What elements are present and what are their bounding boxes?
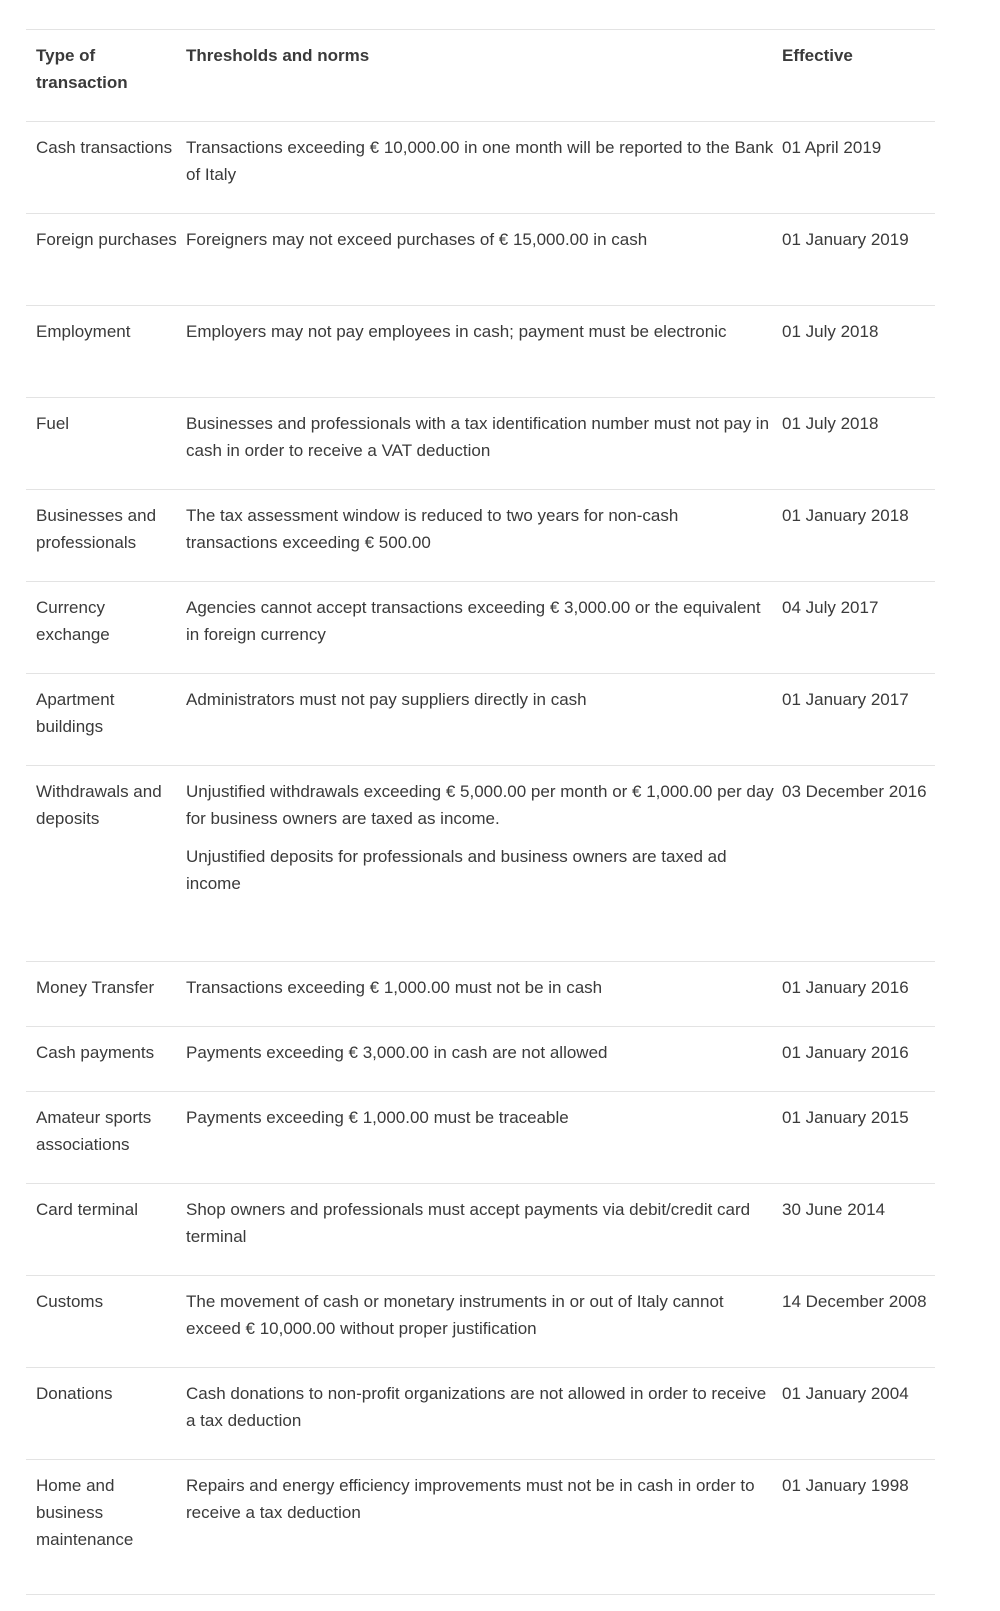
cell-thresholds-norms [186,122,782,213]
cell-thresholds-norms [186,962,782,1026]
header-effective: Effective [782,46,853,65]
cell-transaction-type: Foreign purchases [36,230,177,249]
table-row [26,962,935,1027]
cell-transaction-type: Customs [36,1292,104,1311]
cell-transaction-type: Cash transactions [36,138,173,157]
cell-effective-date: 01 January 2018 [782,506,909,525]
table-row [26,1368,935,1460]
regulations-table [26,29,935,1595]
norm-text: Transactions exceeding € 1,000.00 must not be in cash [186,978,603,997]
norm-text: Unjustified deposits for professionals and business owners are taxed ad income [186,847,727,893]
cell-thresholds-norms [186,1460,782,1594]
table-row [26,1092,935,1184]
norm-text: Repairs and energy efficiency improvements must not be in cash in order to receive a tax deduction [186,1476,755,1522]
cell-effective-date: 01 January 2019 [782,230,909,249]
norm-text: Payments exceeding € 1,000.00 must be traceable [186,1108,569,1127]
cell-transaction-type: Cash payments [36,1043,155,1062]
cell-thresholds-norms [186,1092,782,1183]
cell-thresholds-norms [186,582,782,673]
table-row [26,766,935,962]
table-row [26,1460,935,1595]
norm-text: Foreigners may not exceed purchases of € 15,000.00 in cash [186,230,648,249]
norm-text: The tax assessment window is reduced to two years for non-cash transactions exceeding € 500.00 [186,506,679,552]
norm-text: Payments exceeding € 3,000.00 in cash are not allowed [186,1043,608,1062]
cell-thresholds-norms [186,1027,782,1091]
cell-transaction-type: Businesses and professionals [36,506,157,552]
cell-transaction-type: Amateur sports associations [36,1108,152,1154]
table-row [26,674,935,766]
norm-text: Shop owners and professionals must accept payments via debit/credit card terminal [186,1200,751,1246]
norm-text: The movement of cash or monetary instruments in or out of Italy cannot exceed € 10,000.00 without proper justification [186,1292,724,1338]
table-row [26,214,935,306]
cell-effective-date: 01 January 2004 [782,1384,909,1403]
table-row [26,490,935,582]
norm-text: Businesses and professionals with a tax identification number must not pay in cash in order to receive a VAT deduction [186,414,770,460]
header-type: Type of transaction [36,46,128,92]
cell-transaction-type: Card terminal [36,1200,139,1219]
cell-effective-date: 01 July 2018 [782,322,879,341]
cell-thresholds-norms [186,1184,782,1275]
table-header-row [26,30,935,122]
cell-thresholds-norms [186,1276,782,1367]
cell-effective-date: 01 January 2017 [782,690,909,709]
table-row [26,1276,935,1368]
norm-text: Unjustified withdrawals exceeding € 5,000.00 per month or € 1,000.00 per day for business owners are taxed as income. [186,782,774,828]
norm-text: Transactions exceeding € 10,000.00 in one month will be reported to the Bank of Italy [186,138,774,184]
norm-text: Administrators must not pay suppliers directly in cash [186,690,587,709]
cell-effective-date: 30 June 2014 [782,1200,886,1219]
table-row [26,398,935,490]
cell-thresholds-norms [186,490,782,581]
table-body [26,122,935,1595]
cell-transaction-type: Currency exchange [36,598,110,644]
table-row [26,1027,935,1092]
cell-effective-date: 04 July 2017 [782,598,879,617]
cell-effective-date: 14 December 2008 [782,1292,927,1311]
cell-thresholds-norms [186,214,782,305]
cell-transaction-type: Fuel [36,414,70,433]
norm-text: Employers may not pay employees in cash; payment must be electronic [186,322,727,341]
cell-effective-date: 03 December 2016 [782,782,927,801]
cell-effective-date: 01 July 2018 [782,414,879,433]
cell-transaction-type: Home and business maintenance [36,1476,134,1549]
table-row [26,122,935,214]
cell-thresholds-norms [186,674,782,765]
cell-transaction-type: Money Transfer [36,978,155,997]
cell-effective-date: 01 January 2016 [782,1043,909,1062]
cell-effective-date: 01 January 2016 [782,978,909,997]
norm-text: Cash donations to non-profit organizations are not allowed in order to receive a tax deduction [186,1384,767,1430]
table-row [26,1184,935,1276]
cell-transaction-type: Withdrawals and deposits [36,782,162,828]
cell-thresholds-norms [186,766,782,961]
cell-transaction-type: Apartment buildings [36,690,115,736]
norm-text: Agencies cannot accept transactions exceeding € 3,000.00 or the equivalent in foreign currency [186,598,761,644]
cell-transaction-type: Donations [36,1384,113,1403]
cell-thresholds-norms [186,1368,782,1459]
table-row [26,306,935,398]
cell-thresholds-norms [186,306,782,397]
cell-thresholds-norms [186,398,782,489]
cell-effective-date: 01 April 2019 [782,138,882,157]
cell-effective-date: 01 January 2015 [782,1108,909,1127]
header-thresholds: Thresholds and norms [186,46,370,65]
cell-transaction-type: Employment [36,322,131,341]
table-row [26,582,935,674]
cell-effective-date: 01 January 1998 [782,1476,909,1495]
